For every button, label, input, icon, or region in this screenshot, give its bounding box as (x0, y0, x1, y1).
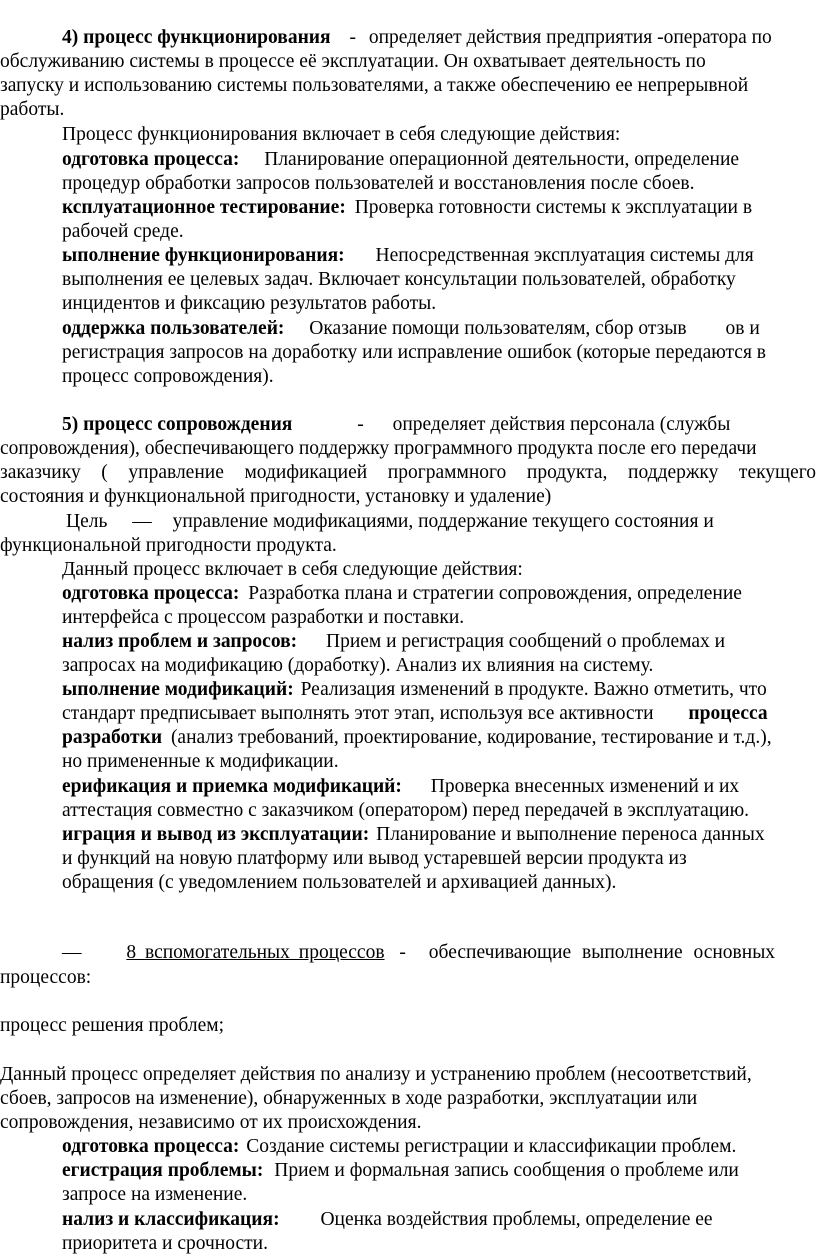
s5-intro: Данный процесс включает в себя следующие действия: (62, 559, 523, 580)
list-item-line (62, 702, 768, 726)
item-term: играция и вывод из эксплуатации: (62, 824, 370, 845)
item-term: ыполнение модификаций: (62, 679, 294, 700)
aux-definition: обеспечивающие выполнение основных (428, 942, 776, 963)
s5-dash: - (357, 414, 364, 435)
item-emphasis: процесса (688, 703, 768, 724)
list-item (62, 630, 725, 654)
s4-definition: определяет действия предприятия -оператора по (368, 27, 772, 48)
item-text: Оказание помощи пользователям, сбор отзыв (309, 318, 687, 339)
item-text: Реализация изменений в продукте. Важно отметить, что (300, 679, 767, 700)
item-text: Непосредственная эксплуатация системы для (375, 245, 754, 266)
item-term: оддержка пользователей: (62, 318, 285, 339)
item-term: ерификация и приемка модификаций: (62, 776, 402, 797)
list-item (62, 823, 765, 847)
list-item (62, 148, 739, 172)
item-text: Создание системы регистрации и классификации проблем. (246, 1136, 737, 1157)
item-term: одготовка процесса: (62, 583, 240, 604)
list-item (62, 775, 739, 799)
item-text: обращения (с уведомлением пользователей и архивацией данных). (62, 872, 617, 893)
s4-heading-line (62, 26, 772, 50)
list-item (62, 1208, 713, 1232)
list-item (62, 196, 752, 220)
aux-title: 8 вспомогательных процессов (126, 942, 385, 963)
item-text: Прием и формальная запись сообщения о проблеме или (274, 1160, 739, 1181)
item-text: но примененные к модификации. (62, 751, 339, 772)
s4-text-line: запуску и использованию системы пользователями, а также обеспечению ее непрерывной (0, 75, 749, 96)
aux-subheading: процесс решения проблем; (0, 1015, 225, 1036)
s5-heading-line (62, 413, 730, 437)
s5-text-line: заказчику ( управление модификацией программного продукта, поддержку текущего (0, 462, 816, 483)
s5-text-line: состояния и функциональной пригодности, установку и удаление) (0, 486, 552, 507)
item-text: стандарт предписывает выполнять этот этап, используя все активности (62, 703, 654, 724)
item-text: регистрация запросов на доработку или исправление ошибок (которые передаются в (62, 342, 767, 363)
s5-text-line: сопровождения), обеспечивающего поддержку программного продукта после его передачи (0, 438, 757, 459)
item-text: (анализ требований, проектирование, кодирование, тестирование и т.д.), (170, 727, 772, 748)
s4-dash: - (349, 27, 356, 48)
item-text: Планирование операционной деятельности, определение (264, 149, 740, 170)
aux-heading-line (62, 941, 775, 965)
s5-definition: определяет действия персонала (службы (392, 414, 731, 435)
item-text: и функций на новую платформу или вывод устаревшей версии продукта из (62, 848, 687, 869)
s4-text-line: обслуживанию системы в процессе её эксплуатации. Он охватывает деятельность по (0, 51, 706, 72)
goal-dash: — (132, 511, 152, 532)
item-text: Разработка плана и стратегии сопровождения, определение (248, 583, 742, 604)
aux-text-line: сбоев, запросов на изменение), обнаруженных в ходе разработки, эксплуатации или (0, 1088, 698, 1109)
item-text: приоритета и срочности. (62, 1233, 268, 1254)
item-term: ксплуатационное тестирование: (62, 197, 346, 218)
list-item (62, 1135, 736, 1159)
item-text: интерфейса с процессом разработки и поставки. (62, 607, 465, 628)
s4-text-line: работы. (0, 99, 65, 120)
goal-text: управление модификациями, поддержание текущего состояния и (172, 511, 714, 532)
item-text: запросе на изменение. (62, 1184, 248, 1205)
aux-text-line: Данный процесс определяет действия по анализу и устранению проблем (несоответствий, (0, 1064, 752, 1085)
s5-goal (66, 510, 714, 534)
list-item (62, 678, 767, 702)
item-text: инцидентов и фиксацию результатов работы. (62, 293, 437, 314)
item-text: Проверка готовности системы к эксплуатации в (354, 197, 753, 218)
aux-sep: - (399, 942, 406, 963)
list-item (62, 1159, 739, 1183)
item-term: нализ проблем и запросов: (62, 631, 298, 652)
aux-dash: — (62, 942, 82, 963)
item-text: процесс сопровождения). (62, 366, 274, 387)
list-item (62, 317, 760, 341)
item-term: одготовка процесса: (62, 149, 240, 170)
s4-title: 4) процесс функционирования (62, 27, 331, 48)
item-term: егистрация проблемы: (62, 1160, 264, 1181)
item-text: выполнения ее целевых задач. Включает консультации пользователей, обработку (62, 269, 736, 290)
s4-intro: Процесс функционирования включает в себя следующие действия: (62, 124, 621, 145)
item-text: аттестация совместно с заказчиком (оператором) перед передачей в эксплуатацию. (62, 800, 750, 821)
item-term: нализ и классификация: (62, 1209, 280, 1230)
item-text: Прием и регистрация сообщений о проблемах и (325, 631, 726, 652)
item-text: процедур обработки запросов пользователей и восстановления после сбоев. (62, 173, 695, 194)
item-text: ов и (725, 318, 760, 339)
item-emphasis: разработки (62, 727, 163, 748)
item-text: запросах на модификацию (доработку). Анализ их влияния на систему. (62, 655, 654, 676)
item-text: Проверка внесенных изменений и их (430, 776, 740, 797)
s5-text-line: функциональной пригодности продукта. (0, 535, 337, 556)
item-term: одготовка процесса: (62, 1136, 240, 1157)
aux-text-line: процессов: (0, 967, 92, 988)
goal-label: Цель (66, 511, 108, 532)
item-text: рабочей среде. (62, 221, 184, 242)
aux-text-line: сопровождения, независимо от их происхождения. (0, 1112, 422, 1133)
item-term: ыполнение функционирования: (62, 245, 345, 266)
item-text: Планирование и выполнение переноса данных (376, 824, 765, 845)
list-item (62, 244, 754, 268)
item-text: Оценка воздействия проблемы, определение ее (320, 1209, 713, 1230)
list-item (62, 582, 742, 606)
s5-title: 5) процесс сопровождения (62, 414, 293, 435)
list-item-line (62, 726, 772, 750)
